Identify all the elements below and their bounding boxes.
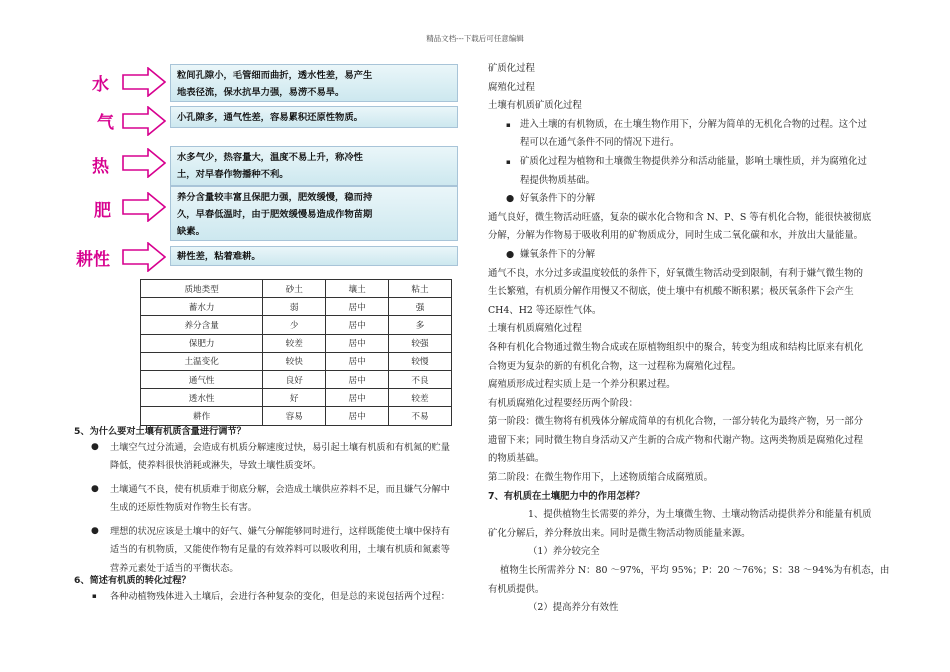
text-line: 矿化分解后，养分释放出来。同时是微生物活动物质能量来源。 — [488, 527, 751, 539]
property-description: 耕性差，粘着难耕。 — [170, 246, 458, 266]
table-header-cell: 壤土 — [326, 280, 389, 298]
table-cell: 不易 — [389, 407, 452, 425]
bullet-dot-icon: ● — [506, 248, 515, 260]
question-5-title: 5、为什么要对土壤有机质含量进行调节？ — [74, 426, 246, 437]
table-cell: 好 — [263, 389, 326, 407]
table-cell: 居中 — [326, 370, 389, 388]
table-cell: 耕作 — [141, 407, 263, 425]
question-5-point-3: 理想的状况应该是土壤中的好气、嫌气分解能够同时进行，这样既能使土壤中保持有 适当的有机物质，又能使作物有足量的有效养料可以吸收利用，土壤有机质和氮素等 营养元素处于适当的平衡状态。 — [110, 526, 450, 574]
table-cell: 较差 — [389, 389, 452, 407]
text-line: 的物质基础。 — [488, 453, 545, 465]
section-heading: 土壤有机质腐殖化过程 — [488, 323, 582, 335]
text-line: 矿质化过程 — [488, 63, 535, 74]
property-label: 水 — [92, 75, 109, 95]
question-6-title: 6、简述有机质的转化过程？ — [74, 575, 191, 586]
table-cell: 居中 — [326, 389, 389, 407]
bullet-heading: ● 好氧条件下的分解 — [488, 190, 908, 209]
text-line: 第二阶段：在微生物作用下，上述物质缩合成腐殖质。 — [488, 472, 714, 484]
table-cell: 较慢 — [389, 352, 452, 370]
question-5-point-1: 土壤空气过分流通，会造成有机质分解速度过快，易引起土壤有机质和有机氮的贮量 降低，使养料很快消耗或淋失，导致土壤性质变坏。 — [110, 442, 450, 472]
table-row — [141, 370, 452, 388]
section-heading: 土壤有机质矿质化过程 — [488, 100, 582, 112]
bullet-dot-icon: ▪ — [92, 592, 97, 600]
table-cell: 较强 — [389, 334, 452, 352]
right-column — [488, 60, 908, 618]
table-cell: 容易 — [263, 407, 326, 425]
bullet-heading: ● 嫌氧条件下的分解 — [488, 246, 908, 265]
table-cell: 少 — [263, 316, 326, 334]
bullet-paragraph: ▪ 矿质化过程为植物和土壤微生物提供养分和活动能量，影响土壤性质，并为腐殖化过 程提供物质基础。 — [488, 153, 908, 190]
table-row — [141, 334, 452, 352]
text-line: 生长繁殖，有机质分解作用慢又不彻底，使土壤中有机酸不断积累；极厌氧条件下会产生 — [488, 286, 854, 298]
property-label: 热 — [92, 157, 109, 177]
bullet-paragraph: ▪ 进入土壤的有机物质，在土壤生物作用下，分解为简单的无机化合物的过程。这个过 程可以在通气条件不同的情况下进行。 — [488, 116, 908, 153]
table-header-row — [141, 280, 452, 298]
question-6-point: 各种动植物残体进入土壤后，会进行各种复杂的变化，但是总的来说包括两个过程： — [110, 591, 450, 602]
table-row — [141, 352, 452, 370]
property-label: 耕性 — [76, 250, 110, 270]
table-row — [141, 389, 452, 407]
property-label: 气 — [97, 113, 114, 133]
text-line: 第一阶段：微生物将有机残体分解成简单的有机化合物，一部分转化为最终产物，另一部分 — [488, 416, 864, 428]
table-cell: 较快 — [263, 352, 326, 370]
text-line: 1、提供植物生长需要的养分，为土壤微生物、土壤动物活动提供养分和能量有机质 — [528, 509, 872, 521]
question-5-point-2: 土壤通气不良，使有机质难于彻底分解，会造成土壤供应养料不足，而且嫌气分解中 生成的还原性物质对作物生长有害。 — [110, 484, 450, 514]
text-line: CH4、H2 等还原性气体。 — [488, 304, 602, 316]
text-line: 有机质腐殖化过程要经历两个阶段： — [488, 397, 639, 409]
property-description: 养分含量较丰富且保肥力强，肥效缓慢，稳而持 久，早春低温时，由于肥效缓慢易造成作物苗期 缺素。 — [170, 186, 458, 241]
bullet-dot-icon: ▪ — [506, 120, 511, 129]
table-cell: 不良 — [389, 370, 452, 388]
table-header-cell: 砂土 — [263, 280, 326, 298]
table-cell: 多 — [389, 316, 452, 334]
property-description: 小孔隙多，通气性差，容易累积还原性物质。 — [170, 106, 458, 128]
question-7-title: 7、有机质在土壤肥力中的作用怎样？ — [488, 490, 645, 502]
property-description: 水多气少，热容量大，温度不易上升，称冷性 土，对早春作物播种不利。 — [170, 146, 458, 186]
page-header: 精品文档---下载后可任意编辑 — [426, 34, 524, 43]
table-row — [141, 298, 452, 316]
table-cell: 较差 — [263, 334, 326, 352]
right-arrow-icon — [122, 242, 166, 272]
right-arrow-icon — [122, 106, 166, 136]
right-arrow-icon — [122, 148, 166, 178]
table-row — [141, 316, 452, 334]
table-cell: 弱 — [263, 298, 326, 316]
table-cell: 土温变化 — [141, 352, 263, 370]
table-cell: 居中 — [326, 298, 389, 316]
text-line: 腐殖化过程 — [488, 81, 535, 93]
bullet-dot-icon: ● — [91, 526, 99, 536]
table-cell: 居中 — [326, 334, 389, 352]
property-label: 肥 — [94, 201, 111, 221]
text-line: 通气良好，微生物活动旺盛，复杂的碳水化合物和含 N、P、S 等有机化合物，能很快被彻底 — [488, 211, 872, 223]
bullet-dot-icon: ● — [91, 442, 99, 452]
sub-heading: （1）养分较完全 — [528, 546, 600, 558]
right-arrow-icon — [122, 67, 166, 97]
table-cell: 蓄水力 — [141, 298, 263, 316]
text-line: 遗留下来；同时微生物自身活动又产生新的合成产物和代谢产物。这两类物质是腐殖化过程 — [488, 434, 864, 446]
soil-texture-table — [140, 279, 452, 426]
table-cell: 居中 — [326, 316, 389, 334]
sub-heading: （2）提高养分有效性 — [528, 602, 619, 614]
table-header-cell: 质地类型 — [141, 280, 263, 298]
table-header-cell: 粘土 — [389, 280, 452, 298]
text-line: 分解，分解为作物易于吸收利用的矿物质成分，同时生成二氧化碳和水，并放出大量能量。 — [488, 230, 864, 242]
bullet-dot-icon: ▪ — [506, 157, 511, 166]
text-line: 通气不良，水分过多或温度较低的条件下，好氧微生物活动受到限制，有利于嫌气微生物的 — [488, 267, 864, 279]
table-cell: 居中 — [326, 352, 389, 370]
table-cell: 强 — [389, 298, 452, 316]
bullet-dot-icon: ● — [506, 193, 515, 205]
text-line: 有机质提供。 — [488, 583, 545, 595]
table-cell: 透水性 — [141, 389, 263, 407]
table-cell: 通气性 — [141, 370, 263, 388]
text-line: 各种有机化合物通过微生物合成或在原植物组织中的聚合，转变为组成和结构比原来有机化 — [488, 341, 864, 353]
table-cell: 保肥力 — [141, 334, 263, 352]
text-line: 植物生长所需养分 N：80 ～97%，平均 95%；P：20 ～76%；S：38 ～94%为有机态，由 — [500, 565, 890, 577]
bullet-dot-icon: ● — [91, 484, 99, 494]
right-arrow-icon — [122, 192, 166, 222]
text-line: 合物更为复杂的新的有机化合物，这一过程称为腐殖化过程。 — [488, 360, 742, 372]
table-cell: 居中 — [326, 407, 389, 425]
table-cell: 良好 — [263, 370, 326, 388]
text-line: 腐殖质形成过程实质上是一个养分积累过程。 — [488, 379, 676, 391]
property-description: 粒间孔隙小，毛管细而曲折，透水性差，易产生 地表径流，保水抗旱力强，易涝不易旱。 — [170, 64, 458, 102]
table-cell: 养分含量 — [141, 316, 263, 334]
